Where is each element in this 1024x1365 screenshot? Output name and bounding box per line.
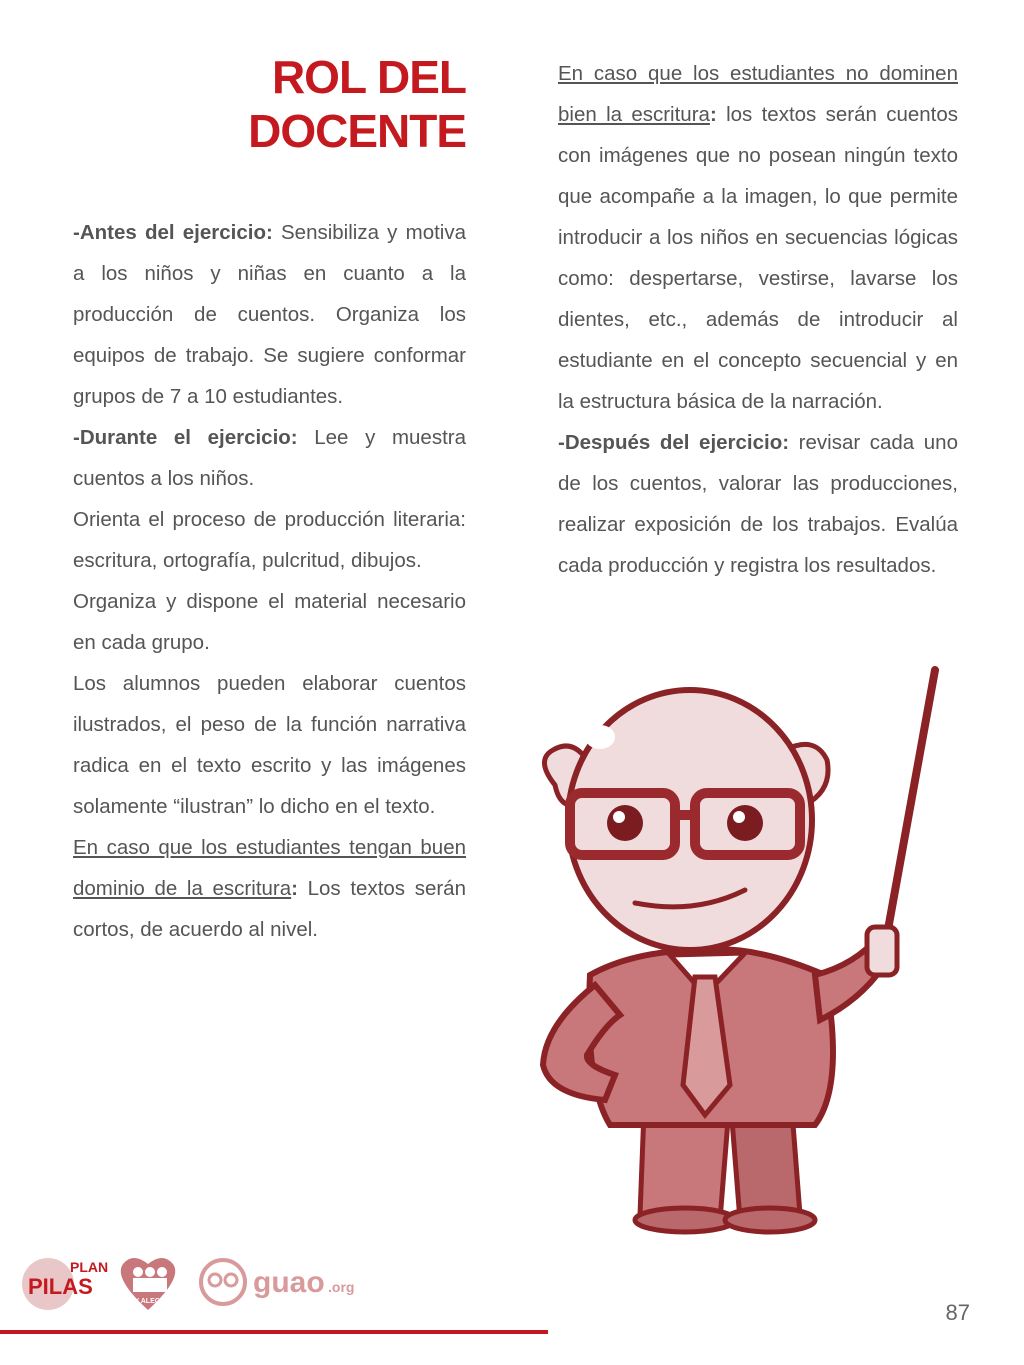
page-number: 87 <box>945 1300 970 1325</box>
antes-label: -Antes del ejercicio: <box>73 221 273 244</box>
left-column <box>73 212 466 950</box>
organiza-paragraph: Organiza y dispone el material necesario en cada grupo. <box>73 590 466 654</box>
alumnos-paragraph: Los alumnos pueden elaborar cuentos ilustrados, el peso de la función narrativa radica en el texto escrito y las imágenes solamente “ilustran” lo dicho en el texto. <box>73 672 466 818</box>
right-column <box>558 53 958 586</box>
caso-buen-dominio-paragraph <box>73 827 466 950</box>
page-title <box>200 50 466 158</box>
despues-label: -Después del ejercicio: <box>558 431 790 454</box>
guao-logo <box>201 1260 354 1304</box>
plan-pilas-logo <box>22 1258 108 1310</box>
durante-text: Lee y muestra cuentos a los niños. <box>73 426 466 490</box>
guao-suffix: .org <box>328 1279 355 1295</box>
guao-text: guao <box>253 1266 325 1299</box>
title-line-2: DOCENTE <box>248 105 466 157</box>
despues-text: revisar cada uno de los cuentos, valorar las producciones, realizar exposición de los trabajos. Evalúa cada producción y registra los resultados. <box>558 431 958 577</box>
caso-colon: : <box>709 103 717 126</box>
durante-label: -Durante el ejercicio: <box>73 426 298 449</box>
teacher-illustration <box>515 665 945 1245</box>
orienta-paragraph: Orienta el proceso de producción literaria: escritura, ortografía, pulcritud, dibujos. <box>73 508 466 572</box>
footer-line <box>0 1330 548 1334</box>
antes-text: Sensibiliza y motiva a los niños y niñas en cuanto a la producción de cuentos. Organiza los equipos de trabajo. Se sugiere conformar grupos de 7 a 10 estudiantes. <box>73 221 467 408</box>
durante-paragraph <box>73 417 466 499</box>
caso-buen-dominio-label: En caso que los estudiantes tengan buen dominio de la escritura <box>73 836 466 900</box>
caso-no-dominen-paragraph <box>558 53 958 422</box>
fe-y-alegria-logo <box>121 1258 175 1310</box>
fe-y-alegria-text: FE Y ALEGRIA <box>123 1298 173 1305</box>
plan-pilas-top: PLAN <box>70 1259 109 1275</box>
despues-paragraph <box>558 422 958 586</box>
caso-colon: : <box>291 877 298 900</box>
caso-no-dominen-text: los textos serán cuentos con imágenes que no posean ningún texto que acompañe a la imagen, lo que permite introducir a los niños en secuencias lógicas como: despertarse, vestirse, lavarse los dientes, etc., además de introducir al estudiante en el concepto secuencial y en la estructura básica de la narración. <box>558 103 959 413</box>
title-line-1: ROL DEL <box>271 51 466 103</box>
caso-buen-dominio-text: Los textos serán cortos, de acuerdo al nivel. <box>73 877 466 941</box>
plan-pilas-bottom: PILAS <box>28 1274 93 1299</box>
antes-paragraph <box>73 212 466 417</box>
caso-no-dominen-label: En caso que los estudiantes no dominen bien la escritura <box>558 62 958 126</box>
sponsor-logos <box>18 1250 378 1314</box>
